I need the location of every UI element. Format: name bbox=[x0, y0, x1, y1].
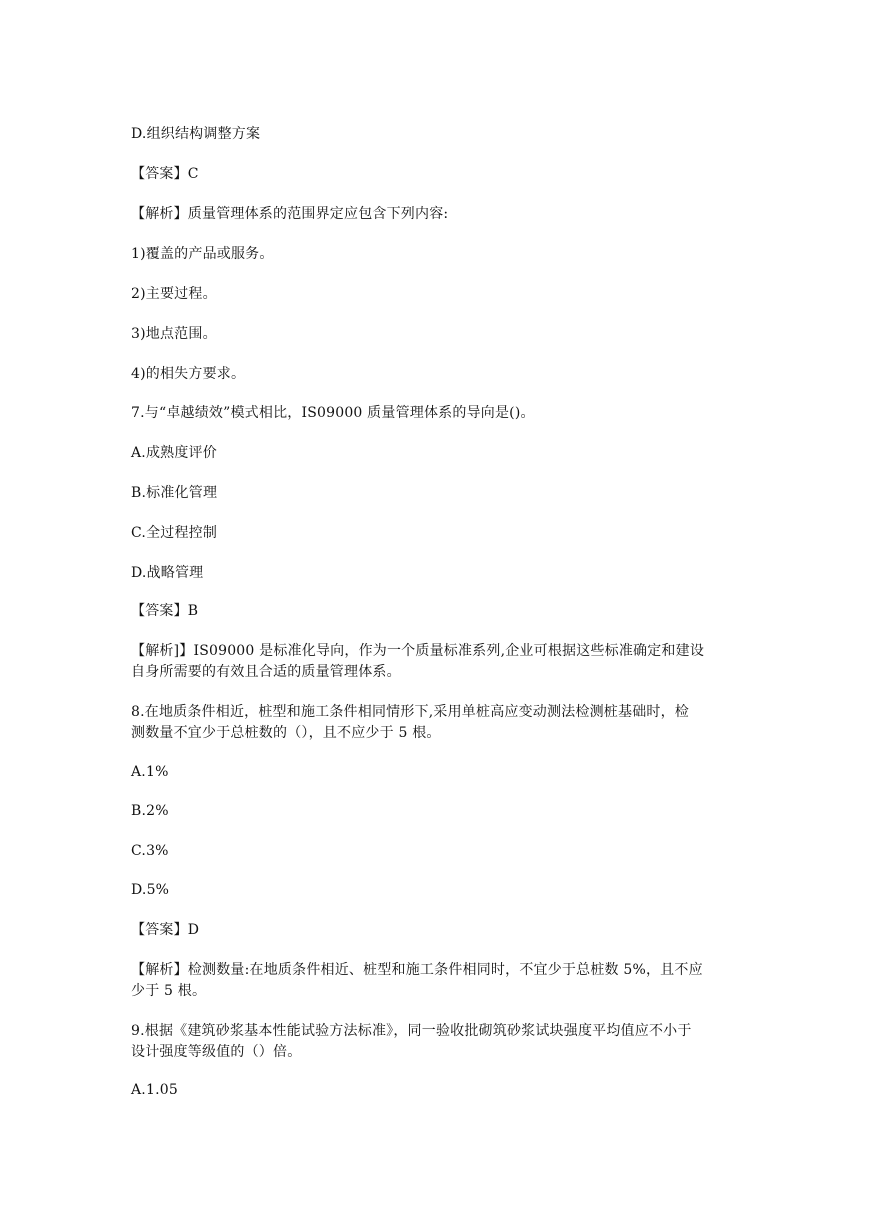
question-line: 9.根据《建筑砂浆基本性能试验方法标准》，同一验收批砌筑砂浆试块强度平均值应不小于 bbox=[131, 1023, 692, 1039]
option-line: A.1.05 bbox=[131, 1082, 178, 1098]
answer-line: 【答案】D bbox=[131, 922, 200, 938]
list-item: 3)地点范围。 bbox=[131, 326, 217, 342]
question-line: 7.与“卓越绩效”模式相比，IS09000 质量管理体系的导向是()。 bbox=[131, 405, 535, 421]
option-line: C.3% bbox=[131, 843, 169, 859]
option-line: D.5% bbox=[131, 882, 170, 898]
option-line: A.成熟度评价 bbox=[131, 445, 217, 461]
list-item: 4)的相失方要求。 bbox=[131, 366, 246, 382]
list-item: 1)覆盖的产品或服务。 bbox=[131, 246, 274, 262]
list-item: 2)主要过程。 bbox=[131, 286, 217, 302]
option-line: A.1% bbox=[131, 764, 169, 780]
explanation-line: 自身所需要的有效且合适的质量管理体系。 bbox=[131, 664, 401, 680]
explanation-line: 【解析】检测数量:在地质条件相近、桩型和施工条件相同时，不宜少于总桩数 5%，且不应 bbox=[131, 962, 703, 978]
option-line: D.组织结构调整方案 bbox=[131, 126, 261, 142]
option-line: D.战略管理 bbox=[131, 565, 204, 581]
option-line: B.标准化管理 bbox=[131, 485, 218, 501]
question-line: 测数量不宜少于总桩数的（），且不应少于 5 根。 bbox=[131, 725, 441, 741]
question-line: 8.在地质条件相近，桩型和施工条件相同情形下,采用单桩高应变动测法检测桩基础时，检 bbox=[131, 704, 690, 720]
explanation-line: 【解析】质量管理体系的范围界定应包含下列内容: bbox=[131, 206, 449, 222]
option-line: C.全过程控制 bbox=[131, 525, 218, 541]
answer-line: 【答案】B bbox=[131, 603, 199, 619]
explanation-line: 【解析]】IS09000 是标准化导向，作为一个质量标准系列,企业可根据这些标准确定和建设 bbox=[131, 643, 705, 659]
question-line: 设计强度等级值的（）倍。 bbox=[131, 1044, 302, 1060]
option-line: B.2% bbox=[131, 803, 169, 819]
explanation-line: 少于 5 根。 bbox=[131, 983, 207, 999]
answer-line: 【答案】C bbox=[131, 166, 199, 182]
